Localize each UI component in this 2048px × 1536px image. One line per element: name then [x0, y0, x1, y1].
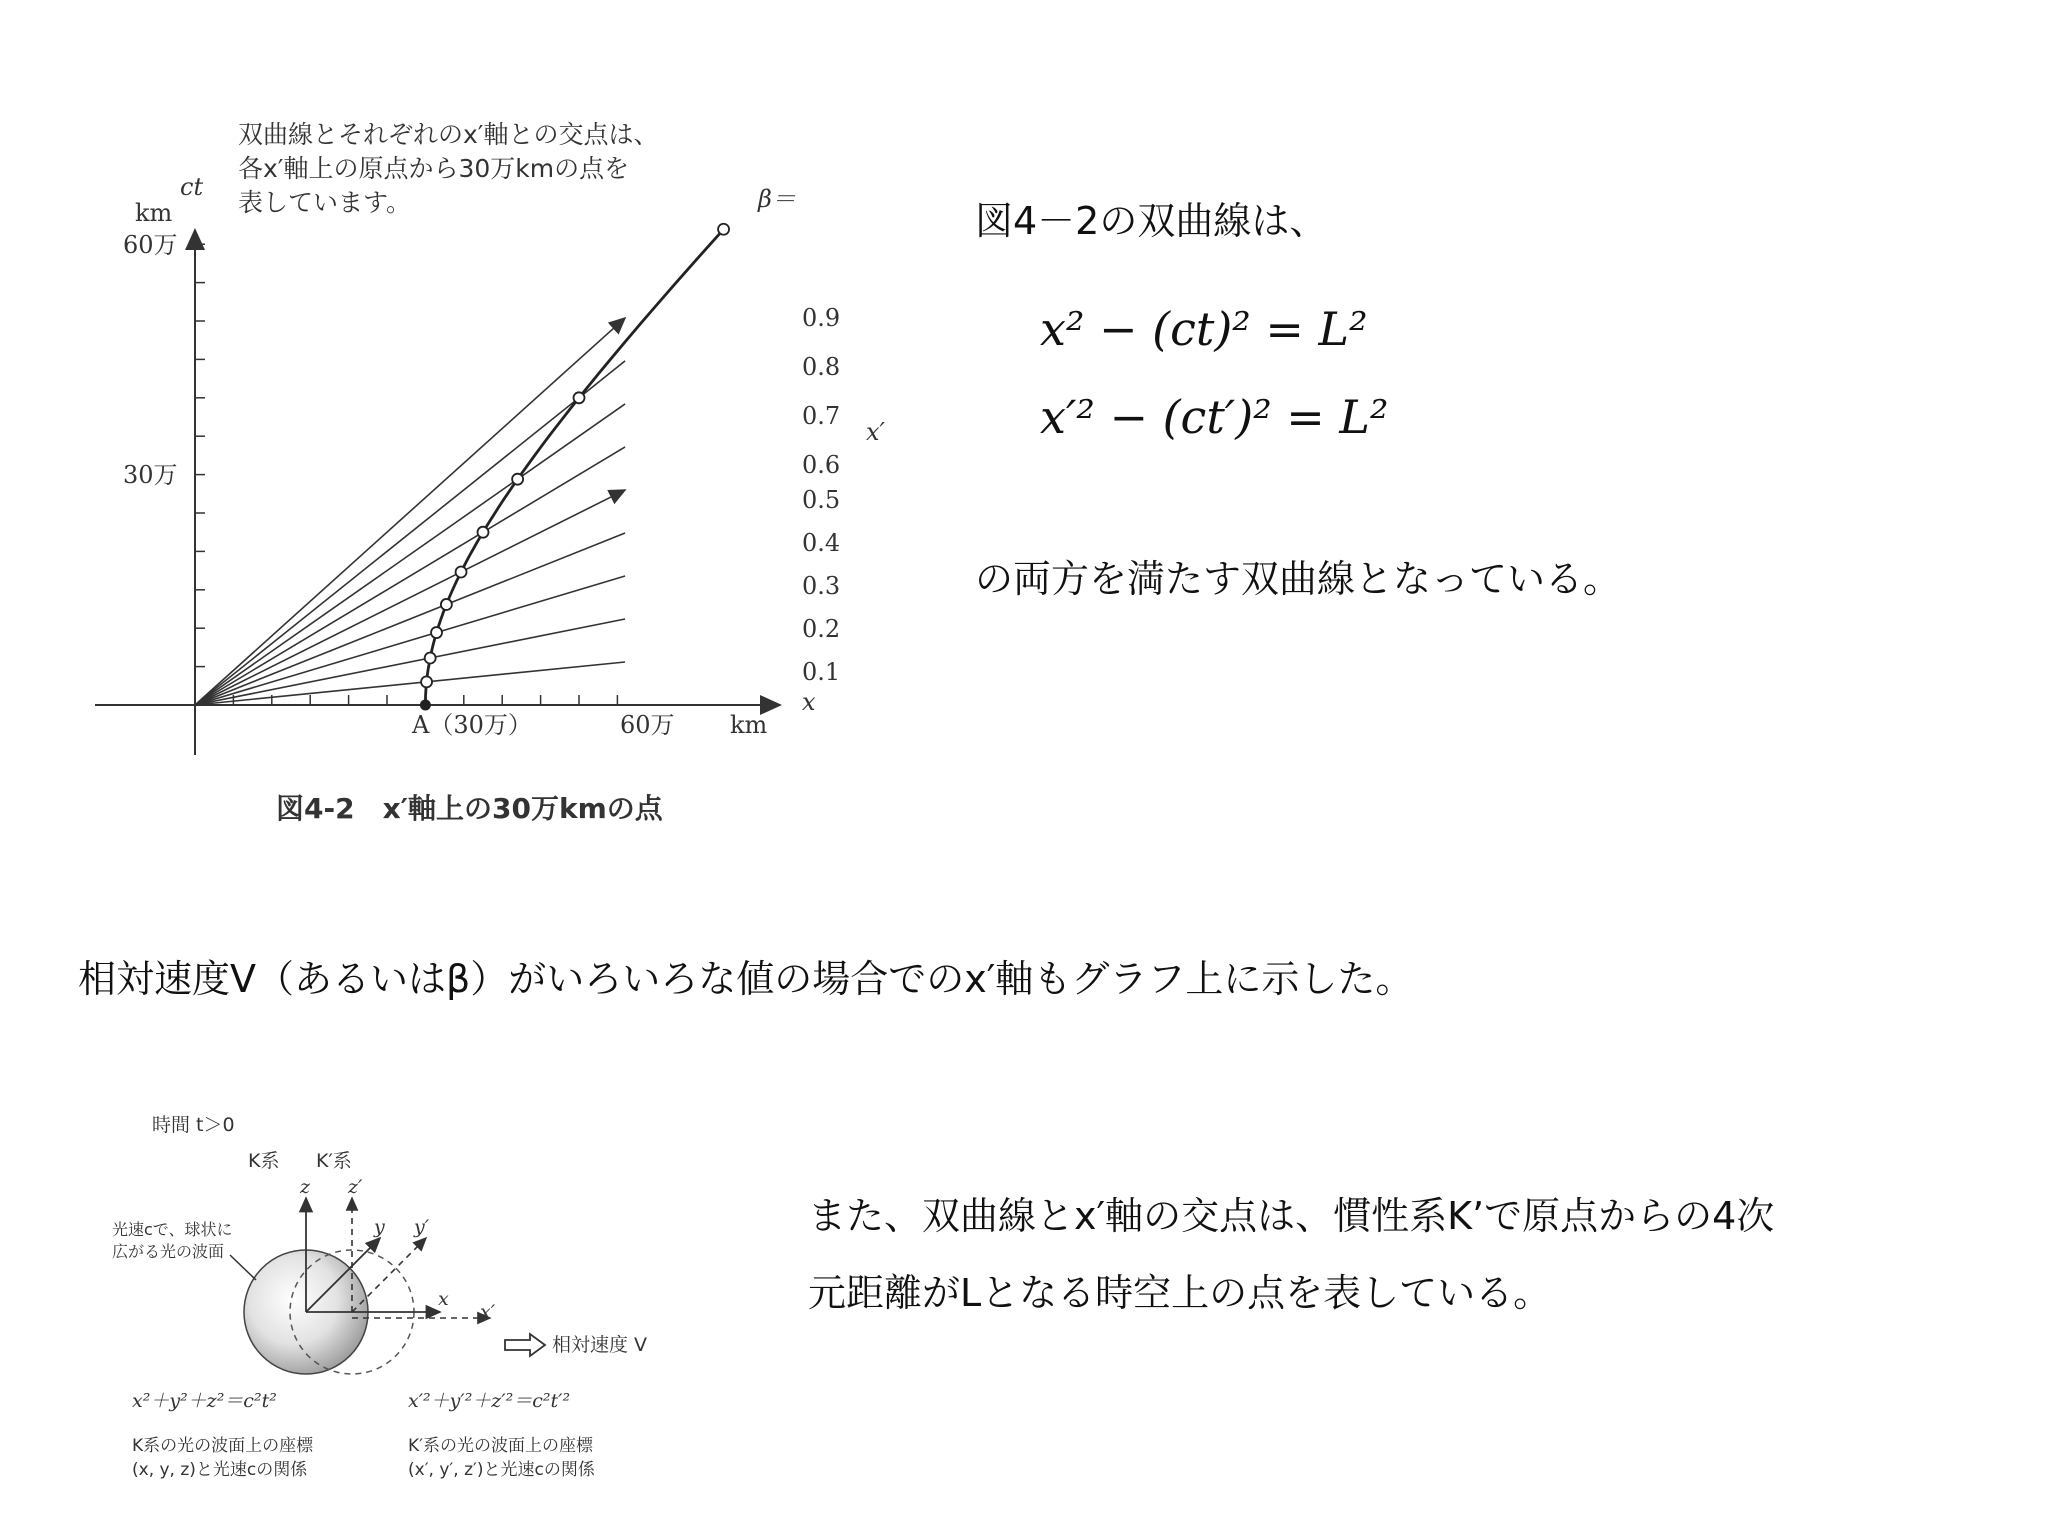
beta-prefix: β＝	[758, 185, 796, 213]
xprime-axis-line	[195, 490, 625, 705]
kprime-desc-line-2: (x′, y′, z′)と光速cの関係	[408, 1460, 595, 1480]
intersection-point	[478, 527, 489, 538]
xprime-axis-line	[195, 662, 625, 705]
intersection-point	[512, 474, 523, 485]
x-axis-label: x	[802, 688, 816, 716]
xprime-axis-line	[195, 619, 625, 705]
xprime-axis-line	[195, 533, 625, 705]
zprime-label: z′	[348, 1176, 363, 1198]
beta-label: 0.3	[802, 571, 841, 600]
beta-label: 0.5	[802, 485, 841, 514]
xprime-axis-line	[195, 361, 625, 705]
beta-label: 0.4	[802, 528, 841, 557]
beta-label: 0.9	[802, 303, 841, 332]
hyperbola-curve	[425, 229, 723, 705]
k-desc-line-2: (x, y, z)と光速cの関係	[132, 1460, 308, 1480]
beta-label: 0.2	[802, 614, 841, 643]
figure-caption: 図4-2 x′軸上の30万kmの点	[276, 792, 663, 825]
y-tick-300k: 30万	[123, 461, 178, 489]
intersection-point	[425, 652, 436, 663]
beta-label: 0.1	[802, 657, 841, 686]
kprime-wave-equation: x′²＋y′²＋z′²＝c²t′²	[408, 1390, 571, 1412]
k-system-label: K系	[248, 1150, 280, 1172]
xprime-label: x′	[480, 1301, 496, 1323]
yprime-label: y′	[414, 1216, 430, 1238]
kprime-desc-line-1: K′系の光の波面上の座標	[408, 1436, 594, 1456]
time-label: 時間 t＞0	[152, 1114, 235, 1136]
velocity-arrow-icon	[505, 1334, 545, 1356]
kprime-y-axis	[352, 1238, 426, 1312]
equation-1: x² − (ct)² = L²	[1040, 302, 1368, 356]
hyperbola-figure	[80, 105, 885, 865]
middle-paragraph: 相対速度V（あるいはβ）がいろいろな値の場合でのx′軸もグラフ上に示した。	[78, 957, 1414, 1001]
x-tick-a: A（30万）	[412, 711, 532, 739]
intersection-point	[441, 599, 452, 610]
xprime-axis-line	[195, 318, 625, 705]
xprime-axis-label: x′	[866, 418, 885, 446]
note-line-2: 各x′軸上の原点から30万kmの点を	[238, 154, 630, 183]
bottom-text-line-2: 元距離がLとなる時空上の点を表している。	[808, 1271, 1552, 1315]
light-wavefront-figure	[90, 1100, 710, 1500]
kprime-system-label: K′系	[316, 1150, 352, 1172]
intersection-point	[718, 224, 729, 235]
ct-unit-label: km	[135, 199, 173, 227]
x-unit-label: km	[730, 711, 768, 739]
note-line-1: 双曲線とそれぞれのx′軸との交点は、	[238, 120, 659, 149]
xprime-axis-line	[195, 447, 625, 705]
point-a	[420, 700, 431, 711]
intersection-point	[431, 627, 442, 638]
y-tick-600k: 60万	[123, 231, 178, 259]
velocity-label: 相対速度 V	[552, 1334, 648, 1356]
wave-label-leader	[230, 1255, 256, 1280]
k-desc-line-1: K系の光の波面上の座標	[132, 1436, 314, 1456]
intersection-point	[574, 392, 585, 403]
intersection-point	[421, 676, 432, 687]
xprime-axis-line	[195, 576, 625, 705]
beta-label: 0.8	[802, 352, 841, 381]
text-outro: の両方を満たす双曲線となっている。	[975, 557, 1622, 601]
intersection-point	[456, 566, 467, 577]
beta-label: 0.7	[802, 401, 841, 430]
wave-label-line-1: 光速cで、球状に	[112, 1220, 233, 1239]
ct-axis-label: ct	[180, 173, 204, 201]
xprime-axis-line	[195, 404, 625, 705]
bottom-text-line-1: また、双曲線とx′軸の交点は、慣性系K’で原点からの4次	[808, 1194, 1775, 1238]
text-intro: 図4－2の双曲線は、	[975, 199, 1328, 243]
note-line-3: 表しています。	[238, 188, 412, 217]
equation-2: x′² − (ct′)² = L²	[1040, 390, 1389, 444]
x-label: x	[438, 1288, 449, 1310]
wave-label-line-2: 広がる光の波面	[112, 1242, 225, 1261]
y-label: y	[374, 1216, 385, 1238]
k-wave-equation: x²＋y²＋z²＝c²t²	[132, 1390, 277, 1412]
beta-label: 0.6	[802, 450, 841, 479]
figure-note	[238, 118, 718, 220]
x-tick-600k: 60万	[620, 711, 675, 739]
z-label: z	[300, 1176, 311, 1198]
